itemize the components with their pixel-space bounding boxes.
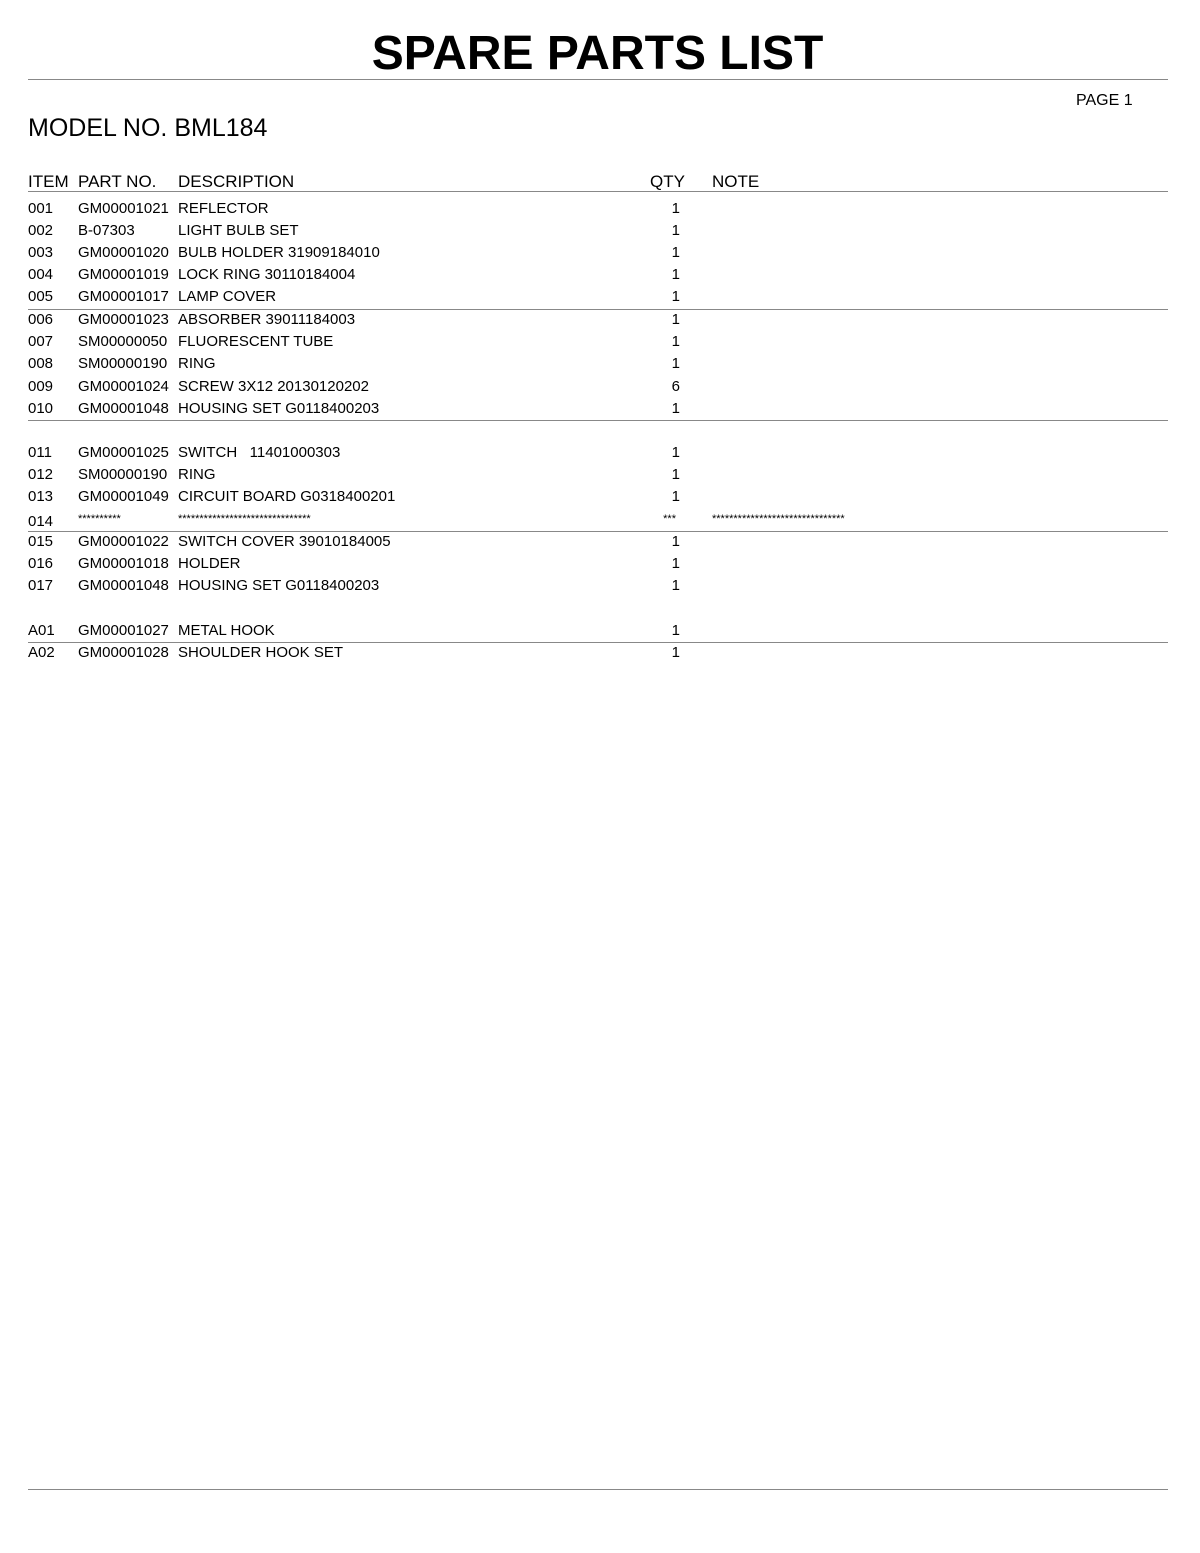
item-cell: 011 xyxy=(28,444,52,461)
table-row xyxy=(0,353,1200,375)
part-no-cell: B-07303 xyxy=(78,222,135,239)
qty-cell: 1 xyxy=(671,555,680,572)
qty-cell: 1 xyxy=(671,444,680,461)
table-row xyxy=(0,508,1200,530)
header-description: DESCRIPTION xyxy=(178,172,295,191)
item-cell: 012 xyxy=(28,466,54,483)
table-row xyxy=(0,553,1200,575)
description-cell: HOLDER xyxy=(178,555,241,572)
part-no-cell: GM00001048 xyxy=(78,400,169,417)
item-cell: 003 xyxy=(28,244,54,261)
page-number: PAGE 1 xyxy=(1076,92,1133,109)
part-no-cell: GM00001021 xyxy=(78,200,169,217)
qty-cell: 1 xyxy=(671,488,680,505)
qty-cell: 1 xyxy=(671,400,680,417)
item-cell: 004 xyxy=(28,266,54,283)
item-cell: 016 xyxy=(28,555,54,572)
qty-cell: 1 xyxy=(671,644,680,661)
part-no-cell: GM00001019 xyxy=(78,266,169,283)
qty-cell: 1 xyxy=(671,288,680,305)
item-cell: 007 xyxy=(28,333,54,350)
header-part-no: PART NO. xyxy=(78,172,157,191)
item-cell: A01 xyxy=(28,622,55,639)
description-cell: FLUORESCENT TUBE xyxy=(178,333,334,350)
header-divider xyxy=(28,191,1168,192)
table-row xyxy=(0,331,1200,353)
table-row xyxy=(0,198,1200,220)
qty-cell: 1 xyxy=(671,622,680,639)
description-cell: CIRCUIT BOARD G0318400201 xyxy=(178,488,396,505)
table-row xyxy=(0,309,1200,331)
qty-cell: 1 xyxy=(671,311,680,328)
part-no-cell: GM00001020 xyxy=(78,244,169,261)
part-no-cell: GM00001048 xyxy=(78,577,169,594)
part-no-cell: SM00000050 xyxy=(78,333,168,350)
document-title: SPARE PARTS LIST xyxy=(371,27,824,80)
description-cell: LIGHT BULB SET xyxy=(178,222,299,239)
description-cell: ABSORBER 39011184003 xyxy=(178,311,356,328)
table-row xyxy=(0,242,1200,264)
description-cell: SHOULDER HOOK SET xyxy=(178,644,344,661)
table-row xyxy=(0,376,1200,398)
part-no-cell: SM00000190 xyxy=(78,466,168,483)
description-cell: HOUSING SET G0118400203 xyxy=(178,577,380,594)
item-cell: 008 xyxy=(28,355,54,372)
description-cell: SWITCH 11401000303 xyxy=(178,444,341,461)
item-cell: 015 xyxy=(28,533,54,550)
header-note: NOTE xyxy=(712,172,760,191)
qty-cell: 1 xyxy=(671,222,680,239)
table-row xyxy=(0,575,1200,597)
item-cell: 001 xyxy=(28,200,54,217)
header-qty: QTY xyxy=(650,172,685,191)
description-cell: HOUSING SET G0118400203 xyxy=(178,400,380,417)
row-divider xyxy=(28,420,1168,421)
note-cell: ******************************* xyxy=(712,513,845,525)
item-cell: 005 xyxy=(28,288,54,305)
part-no-cell: SM00000190 xyxy=(78,355,168,372)
table-row xyxy=(0,486,1200,508)
description-cell: RING xyxy=(178,355,216,372)
table-row xyxy=(0,220,1200,242)
qty-cell: 1 xyxy=(671,266,680,283)
part-no-cell: GM00001049 xyxy=(78,488,169,505)
qty-cell: 1 xyxy=(671,333,680,350)
qty-cell: *** xyxy=(663,513,676,525)
qty-cell: 1 xyxy=(671,244,680,261)
part-no-cell: ********** xyxy=(78,513,121,525)
item-cell: 014 xyxy=(28,513,54,530)
part-no-cell: GM00001018 xyxy=(78,555,169,572)
qty-cell: 1 xyxy=(671,355,680,372)
part-no-cell: GM00001022 xyxy=(78,533,169,550)
description-cell: LOCK RING 30110184004 xyxy=(178,266,356,283)
part-no-cell: GM00001023 xyxy=(78,311,169,328)
header-item: ITEM xyxy=(28,172,69,191)
item-cell: 002 xyxy=(28,222,54,239)
description-cell: METAL HOOK xyxy=(178,622,275,639)
qty-cell: 1 xyxy=(671,200,680,217)
qty-cell: 1 xyxy=(671,533,680,550)
description-cell: SCREW 3X12 20130120202 xyxy=(178,378,369,395)
part-no-cell: GM00001025 xyxy=(78,444,169,461)
part-no-cell: GM00001027 xyxy=(78,622,169,639)
footer-divider xyxy=(28,1489,1168,1490)
title-divider xyxy=(28,79,1168,80)
model-number: MODEL NO. BML184 xyxy=(28,114,268,142)
item-cell: 017 xyxy=(28,577,54,594)
table-row xyxy=(0,286,1200,308)
item-cell: 010 xyxy=(28,400,54,417)
qty-cell: 6 xyxy=(671,378,680,395)
description-cell: ******************************* xyxy=(178,513,311,525)
table-row xyxy=(0,264,1200,286)
item-cell: 006 xyxy=(28,311,54,328)
part-no-cell: GM00001017 xyxy=(78,288,169,305)
description-cell: BULB HOLDER 31909184010 xyxy=(178,244,380,261)
item-cell: 013 xyxy=(28,488,54,505)
table-row xyxy=(0,398,1200,420)
description-cell: SWITCH COVER 39010184005 xyxy=(178,533,391,550)
table-row xyxy=(0,531,1200,553)
table-row xyxy=(0,442,1200,464)
description-cell: REFLECTOR xyxy=(178,200,269,217)
item-cell: 009 xyxy=(28,378,54,395)
qty-cell: 1 xyxy=(671,577,680,594)
part-no-cell: GM00001024 xyxy=(78,378,169,395)
description-cell: RING xyxy=(178,466,216,483)
table-row xyxy=(0,642,1200,664)
table-row xyxy=(0,620,1200,642)
qty-cell: 1 xyxy=(671,466,680,483)
part-no-cell: GM00001028 xyxy=(78,644,169,661)
table-row xyxy=(0,464,1200,486)
description-cell: LAMP COVER xyxy=(178,288,277,305)
item-cell: A02 xyxy=(28,644,55,661)
